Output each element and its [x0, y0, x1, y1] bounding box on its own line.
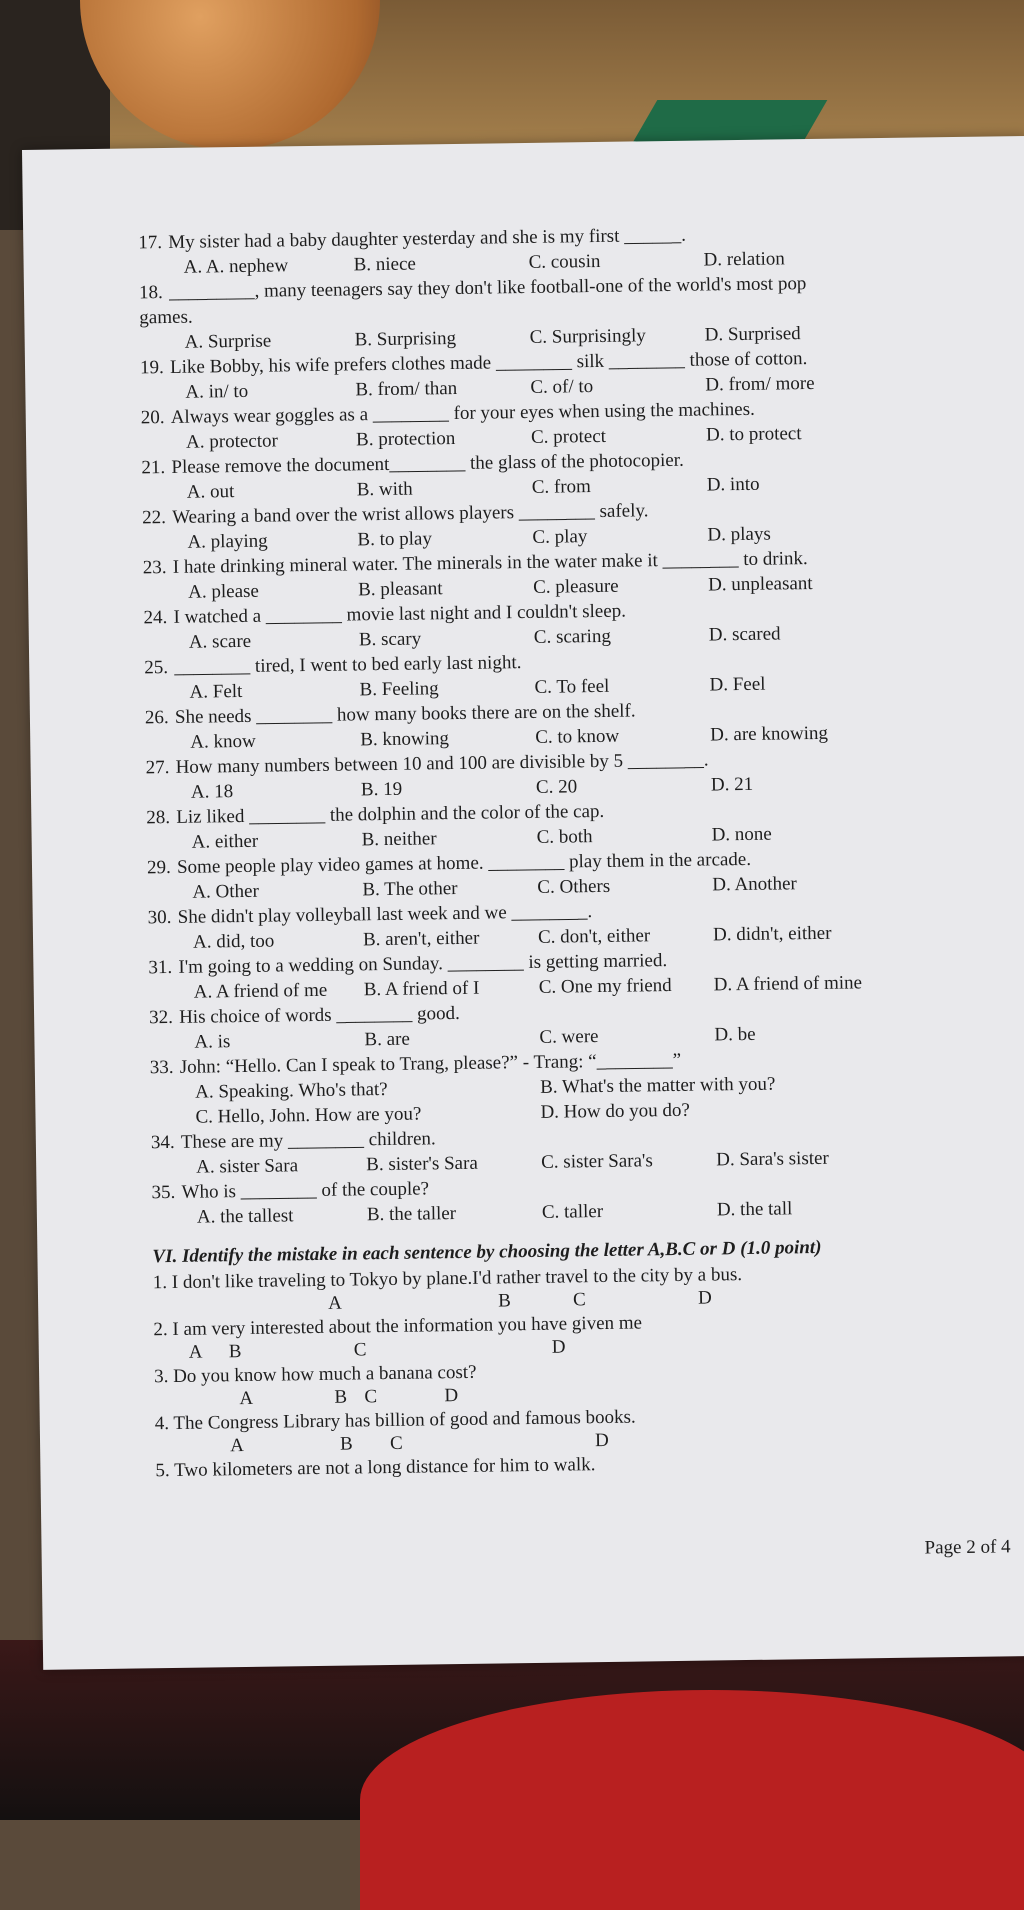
question-18: 18. _________, many teenagers say they don't like football-one of the world's most pop [138, 273, 807, 304]
question-30: 30. She didn't play volleyball last week and we ________. [147, 901, 593, 929]
options-34: A. sister Sara B. sister's Sara C. sister Sara's D. Sara's sister [196, 1147, 829, 1178]
options-33-row2: C. Hello, John. How are you? D. How do you do? [195, 1099, 690, 1128]
mistake-item-1: 1. I don't like traveling to Tokyo by plane.I'd rather travel to the city by a bus. [152, 1264, 743, 1294]
options-25: A. Felt B. Feeling C. To feel D. Feel [189, 673, 766, 703]
mistake-letters-3: A B C D [239, 1385, 459, 1410]
options-21: A. out B. with C. from D. into [186, 473, 760, 503]
page-content [138, 218, 1015, 1559]
question-21: 21. Please remove the document________ the glass of the photocopier. [141, 449, 684, 479]
options-30: A. did, too B. aren't, either C. don't, either D. didn't, either [192, 922, 832, 953]
options-26: A. know B. knowing C. to know D. are knowing [190, 722, 829, 753]
question-28: 28. Liz liked ________ the dolphin and the color of the cap. [146, 800, 605, 829]
question-25: 25. ________ tired, I went to bed early last night. [144, 652, 522, 679]
question-35: 35. Who is ________ of the couple? [151, 1178, 430, 1204]
options-32: A. is B. are C. were D. be [194, 1023, 756, 1053]
section-vi-title: VI. Identify the mistake in each sentence by choosing the letter A,B.C or D (1.0 point) [152, 1236, 822, 1268]
page-number: Page 2 of 4 [924, 1536, 1011, 1559]
mistake-letters-4: A B C D [229, 1429, 609, 1457]
mistake-letters-2: A B C D [188, 1336, 566, 1363]
options-31: A. A friend of me B. A friend of I C. One my friend D. A friend of mine [193, 972, 863, 1003]
question-26: 26. She needs ________ how many books there are on the shelf. [144, 700, 636, 729]
options-27: A. 18 B. 19 C. 20 D. 21 [190, 773, 754, 803]
options-19: A. in/ to B. from/ than C. of/ to D. from/ more [185, 372, 815, 403]
mistake-item-4: 4. The Congress Library has billion of good and famous books. [154, 1406, 636, 1435]
options-29: A. Other B. The other C. Others D. Another [192, 873, 797, 903]
options-28: A. either B. neither C. both D. none [191, 823, 772, 853]
red-cloth [360, 1690, 1024, 1910]
question-22: 22. Wearing a band over the wrist allows players ________ safely. [142, 500, 649, 529]
exam-page [22, 136, 1024, 1670]
question-24: 24. I watched a ________ movie last night and I couldn't sleep. [143, 600, 627, 629]
options-17: A. A. nephew B. niece C. cousin D. relation [183, 248, 786, 278]
question-32: 32. His choice of words ________ good. [148, 1002, 460, 1029]
options-18: A. Surprise B. Surprising C. Surprisingly D. Surprised [184, 323, 801, 353]
question-23: 23. I hate drinking mineral water. The minerals in the water make it ________ to drink. [142, 548, 808, 579]
mistake-item-5: 5. Two kilometers are not a long distance for him to walk. [155, 1454, 596, 1482]
options-33-row1: A. Speaking. Who's that? B. What's the matter with you? [195, 1073, 776, 1103]
question-33: 33. John: “Hello. Can I speak to Trang, please?” - Trang: “________” [149, 1049, 682, 1079]
options-20: A. protector B. protection C. protect D. to protect [185, 423, 802, 453]
question-34: 34. These are my ________ children. [150, 1128, 436, 1154]
options-24: A. scare B. scary C. scaring D. scared [188, 623, 781, 653]
question-19: 19. Like Bobby, his wife prefers clothes made ________ silk ________ those of cotton. [139, 348, 808, 379]
question-27: 27. How many numbers between 10 and 100 are divisible by 5 ________. [145, 749, 709, 779]
question-29: 29. Some people play video games at home. ________ play them in the arcade. [146, 848, 752, 879]
question-18-cont: games. [139, 306, 193, 329]
options-35: A. the tallest B. the taller C. taller D. the tall [196, 1198, 793, 1228]
options-22: A. playing B. to play C. play D. plays [187, 523, 771, 553]
mistake-letters-1: A B C D [327, 1287, 712, 1314]
question-31: 31. I'm going to a wedding on Sunday. ________ is getting married. [148, 950, 668, 979]
question-20: 20. Always wear goggles as a ________ for your eyes when using the machines. [140, 398, 755, 429]
question-17: 17. My sister had a baby daughter yesterday and she is my first ______. [138, 224, 687, 254]
mistake-item-2: 2. I am very interested about the information you have given me [153, 1312, 643, 1341]
mistake-item-3: 3. Do you know how much a banana cost? [153, 1361, 477, 1388]
options-23: A. please B. pleasant C. pleasure D. unpleasant [188, 573, 813, 603]
